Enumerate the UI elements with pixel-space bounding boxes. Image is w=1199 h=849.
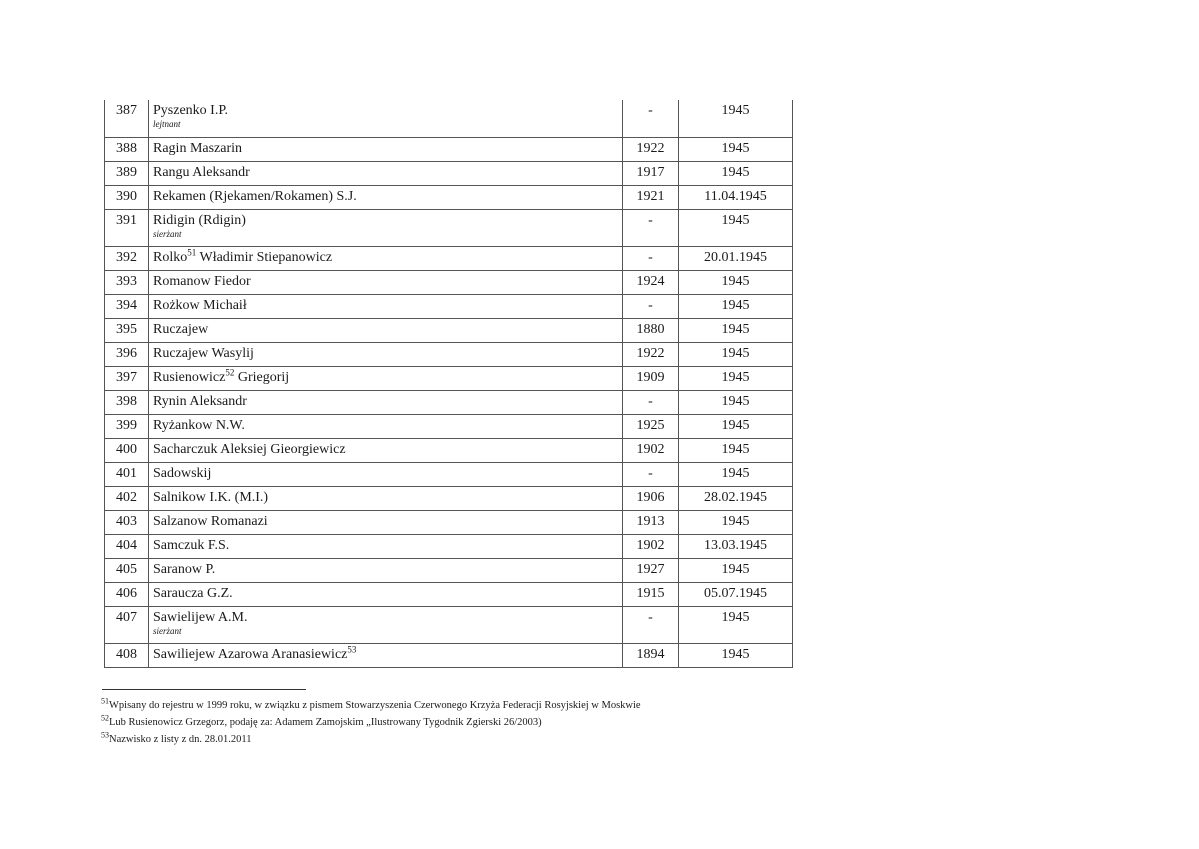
table-row	[105, 209, 793, 246]
person-name: Rożkow Michaił	[153, 297, 247, 313]
footnote-number: 53	[101, 730, 109, 740]
table-row	[105, 510, 793, 534]
row-number: 401	[105, 462, 149, 486]
person-name: Rynin Aleksandr	[153, 393, 247, 409]
person-name-cell	[149, 558, 623, 582]
death-date: 05.07.1945	[679, 582, 793, 606]
person-name: Ryżankow N.W.	[153, 417, 245, 433]
death-date: 1945	[679, 462, 793, 486]
death-date: 1945	[679, 643, 793, 667]
row-number: 408	[105, 643, 149, 667]
table-row	[105, 100, 793, 137]
death-date: 1945	[679, 209, 793, 246]
death-date: 1945	[679, 270, 793, 294]
death-date: 1945	[679, 294, 793, 318]
birth-year: 1906	[623, 486, 679, 510]
birth-year: -	[623, 606, 679, 643]
birth-year: 1922	[623, 137, 679, 161]
row-number: 407	[105, 606, 149, 643]
person-name-cell	[149, 486, 623, 510]
row-number: 392	[105, 246, 149, 270]
row-number: 397	[105, 366, 149, 390]
death-date: 13.03.1945	[679, 534, 793, 558]
person-name: Salnikow I.K. (M.I.)	[153, 489, 269, 505]
birth-year: 1927	[623, 558, 679, 582]
footnote	[101, 714, 641, 731]
footnote-ref: 53	[347, 643, 357, 654]
death-date: 11.04.1945	[679, 185, 793, 209]
footnote-separator	[102, 689, 306, 690]
row-number: 395	[105, 318, 149, 342]
person-name: Rekamen (Rjekamen/Rokamen) S.J.	[153, 188, 357, 204]
table-row	[105, 137, 793, 161]
row-number: 387	[105, 100, 149, 137]
table-row	[105, 438, 793, 462]
row-number: 404	[105, 534, 149, 558]
birth-year: 1915	[623, 582, 679, 606]
footnote-text: Wpisany do rejestru w 1999 roku, w związku z pismem Stowarzyszenia Czerwonego Krzyża Federacji Rosyjskiej w Moskwie	[109, 700, 641, 711]
death-date: 1945	[679, 438, 793, 462]
row-number: 398	[105, 390, 149, 414]
footnotes	[101, 697, 641, 748]
footnote-number: 52	[101, 713, 109, 723]
row-number: 396	[105, 342, 149, 366]
person-name: Rangu Aleksandr	[153, 164, 250, 180]
person-name-cell	[149, 643, 623, 667]
death-date: 1945	[679, 510, 793, 534]
person-name: Saraucza G.Z.	[153, 585, 233, 601]
death-date: 20.01.1945	[679, 246, 793, 270]
person-name: Samczuk F.S.	[153, 537, 230, 553]
footnote-number: 51	[101, 696, 109, 706]
footnote	[101, 731, 641, 748]
birth-year: 1894	[623, 643, 679, 667]
military-rank: sierżant	[153, 228, 182, 239]
row-number: 402	[105, 486, 149, 510]
table-row	[105, 534, 793, 558]
person-name-rest: Griegorij	[234, 369, 290, 385]
birth-year: 1880	[623, 318, 679, 342]
birth-year: -	[623, 246, 679, 270]
table-row	[105, 294, 793, 318]
table-row	[105, 414, 793, 438]
table-row	[105, 366, 793, 390]
person-name: Ruczajew	[153, 321, 209, 337]
person-name: Salzanow Romanazi	[153, 513, 268, 529]
row-number: 400	[105, 438, 149, 462]
death-date: 1945	[679, 100, 793, 137]
person-name: Pyszenko I.P.	[153, 103, 229, 118]
person-name: Ruczajew Wasylij	[153, 345, 254, 361]
footnote-ref: 51	[187, 246, 197, 257]
birth-year: -	[623, 294, 679, 318]
person-name: Sawiliejew Azarowa Aranasiewicz	[153, 646, 348, 662]
death-date: 1945	[679, 558, 793, 582]
person-name-cell	[149, 438, 623, 462]
death-date: 1945	[679, 137, 793, 161]
person-name-cell	[149, 342, 623, 366]
person-name: Sadowskij	[153, 465, 212, 481]
footnote-text: Nazwisko z listy z dn. 28.01.2011	[109, 734, 252, 745]
person-name: Ridigin (Rdigin)	[153, 212, 246, 228]
table-body	[105, 100, 793, 667]
birth-year: 1913	[623, 510, 679, 534]
table-row	[105, 462, 793, 486]
birth-year: 1921	[623, 185, 679, 209]
birth-year: -	[623, 462, 679, 486]
person-name-cell	[149, 185, 623, 209]
person-name-cell	[149, 318, 623, 342]
row-number: 406	[105, 582, 149, 606]
person-name-cell	[149, 270, 623, 294]
person-name: Sawielijew A.M.	[153, 609, 248, 625]
footnote	[101, 697, 641, 714]
person-name-cell	[149, 510, 623, 534]
row-number: 391	[105, 209, 149, 246]
person-name-cell	[149, 161, 623, 185]
table-row	[105, 318, 793, 342]
birth-year: 1902	[623, 534, 679, 558]
birth-year: -	[623, 390, 679, 414]
person-name: Rusienowicz	[153, 369, 226, 385]
birth-year: -	[623, 100, 679, 137]
table-row	[105, 643, 793, 667]
death-date: 1945	[679, 161, 793, 185]
death-date: 1945	[679, 390, 793, 414]
person-name-cell	[149, 366, 623, 390]
birth-year: 1902	[623, 438, 679, 462]
death-date: 1945	[679, 366, 793, 390]
person-name-cell	[149, 209, 623, 246]
birth-year: 1917	[623, 161, 679, 185]
row-number: 399	[105, 414, 149, 438]
death-date: 1945	[679, 606, 793, 643]
person-name-cell	[149, 462, 623, 486]
table-row	[105, 246, 793, 270]
person-name: Saranow P.	[153, 561, 216, 577]
death-date: 1945	[679, 342, 793, 366]
person-name-cell	[149, 606, 623, 643]
person-name: Ragin Maszarin	[153, 140, 243, 156]
person-name: Sacharczuk Aleksiej Gieorgiewicz	[153, 441, 346, 457]
person-name-cell	[149, 100, 623, 137]
death-date: 28.02.1945	[679, 486, 793, 510]
person-name: Rolko	[153, 249, 188, 265]
birth-year: -	[623, 209, 679, 246]
birth-year: 1924	[623, 270, 679, 294]
person-name-cell	[149, 294, 623, 318]
person-name-cell	[149, 582, 623, 606]
row-number: 390	[105, 185, 149, 209]
table-row	[105, 606, 793, 643]
table-row	[105, 486, 793, 510]
person-name-cell	[149, 534, 623, 558]
footnote-ref: 52	[225, 366, 235, 377]
person-name-rest: Władimir Stiepanowicz	[196, 249, 333, 265]
person-name: Romanow Fiedor	[153, 273, 251, 289]
death-date: 1945	[679, 414, 793, 438]
table-row	[105, 270, 793, 294]
person-name-cell	[149, 390, 623, 414]
military-rank: lejtnant	[153, 119, 181, 129]
burial-register-table	[104, 100, 793, 668]
row-number: 403	[105, 510, 149, 534]
footnote-text: Lub Rusienowicz Grzegorz, podaję za: Adamem Zamojskim „Ilustrowany Tygodnik Zgierski 26/2003)	[109, 717, 542, 728]
row-number: 388	[105, 137, 149, 161]
row-number: 405	[105, 558, 149, 582]
birth-year: 1909	[623, 366, 679, 390]
table-row	[105, 582, 793, 606]
table-row	[105, 558, 793, 582]
death-date: 1945	[679, 318, 793, 342]
row-number: 389	[105, 161, 149, 185]
table-row	[105, 390, 793, 414]
military-rank: sierżant	[153, 625, 182, 636]
row-number: 393	[105, 270, 149, 294]
birth-year: 1925	[623, 414, 679, 438]
table-row	[105, 342, 793, 366]
person-name-cell	[149, 414, 623, 438]
birth-year: 1922	[623, 342, 679, 366]
person-name-cell	[149, 246, 623, 270]
person-name-cell	[149, 137, 623, 161]
table-row	[105, 161, 793, 185]
row-number: 394	[105, 294, 149, 318]
table-row	[105, 185, 793, 209]
